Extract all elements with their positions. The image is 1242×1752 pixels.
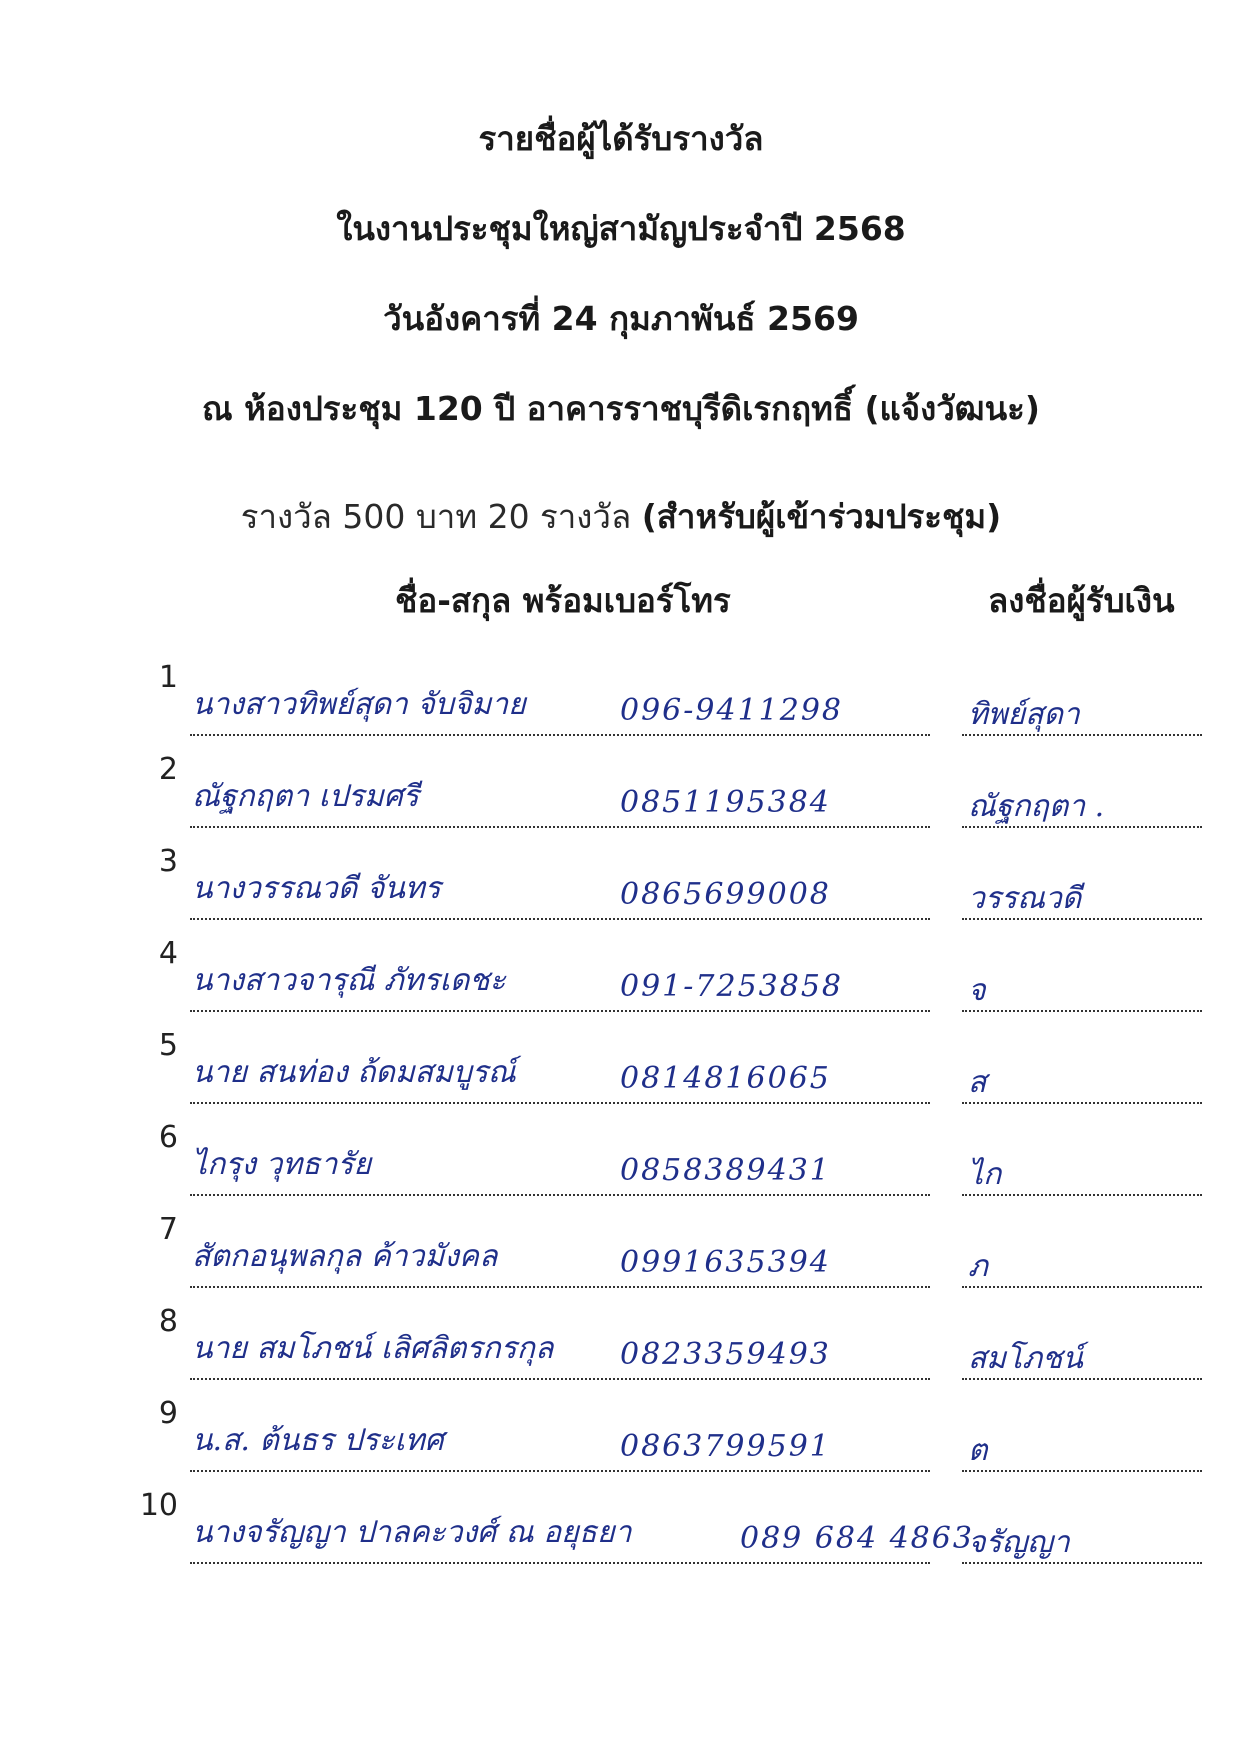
- row-number: 10: [139, 1488, 178, 1523]
- list-item: [0, 1388, 1242, 1480]
- dotted-line: [962, 918, 1202, 920]
- signature: สมโภชน์: [968, 1341, 1083, 1376]
- signature: จ: [968, 973, 986, 1008]
- dotted-line: [190, 1194, 930, 1196]
- signature: วรรณวดี: [968, 881, 1082, 916]
- handwritten-name: นางวรรณวดี จันทร: [192, 871, 441, 906]
- handwritten-name: นางสาวจารุณี ภัทรเดชะ: [192, 963, 506, 998]
- handwritten-name: นางสาวทิพย์สุดา จับจิมาย: [192, 687, 526, 722]
- dotted-line: [962, 1194, 1202, 1196]
- row-number: 2: [158, 752, 178, 787]
- row-number: 7: [158, 1212, 178, 1247]
- dotted-line: [190, 1102, 930, 1104]
- dotted-line: [962, 1470, 1202, 1472]
- event-date: วันอังคารที่ 24 กุมภาพันธ์ 2569: [383, 299, 859, 338]
- list-item: [0, 1480, 1242, 1572]
- handwritten-phone: 089 684 4863: [740, 1521, 974, 1556]
- row-number: 1: [158, 660, 178, 695]
- dotted-line: [962, 826, 1202, 828]
- dotted-line: [190, 1286, 930, 1288]
- handwritten-phone: 0851195384: [620, 785, 831, 820]
- list-item: [0, 1204, 1242, 1296]
- handwritten-phone: 0865699008: [620, 877, 831, 912]
- signature: ภ: [968, 1249, 988, 1284]
- dotted-line: [190, 1470, 930, 1472]
- row-number: 6: [158, 1120, 178, 1155]
- handwritten-phone: 0991635394: [620, 1245, 831, 1280]
- dotted-line: [962, 734, 1202, 736]
- handwritten-name: นาย สนท่อง ถ้ดมสมบูรณ์: [192, 1055, 516, 1090]
- dotted-line: [962, 1562, 1202, 1564]
- dotted-line: [190, 1562, 930, 1564]
- prize-amount: รางวัล 500 บาท 20 รางวัล: [240, 497, 632, 536]
- dotted-line: [190, 1378, 930, 1380]
- list-item: [0, 836, 1242, 928]
- handwritten-name: นางจรัญญา ปาลคะวงศ์ ณ อยุธยา: [192, 1515, 632, 1550]
- column-header-signature: ลงชื่อผู้รับเงิน: [988, 581, 1175, 620]
- row-number: 9: [158, 1396, 178, 1431]
- column-header-name-phone: ชื่อ-สกุล พร้อมเบอร์โทร: [395, 581, 731, 620]
- list-item: [0, 1112, 1242, 1204]
- dotted-line: [962, 1102, 1202, 1104]
- dotted-line: [962, 1010, 1202, 1012]
- handwritten-phone: 0858389431: [620, 1153, 831, 1188]
- signature: จรัญญา: [968, 1525, 1070, 1560]
- dotted-line: [190, 734, 930, 736]
- row-number: 4: [158, 936, 178, 971]
- list-item: [0, 928, 1242, 1020]
- dotted-line: [962, 1378, 1202, 1380]
- handwritten-phone: 0814816065: [620, 1061, 831, 1096]
- signature: ไก: [968, 1157, 1002, 1192]
- event-venue: ณ ห้องประชุม 120 ปี อาคารราชบุรีดิเรกฤทธิ์ (แจ้งวัฒนะ): [202, 389, 1040, 428]
- signature: ส: [968, 1065, 987, 1100]
- handwritten-name: ไกรุง วุทธารัย: [192, 1147, 372, 1182]
- list-item: [0, 744, 1242, 836]
- dotted-line: [190, 1010, 930, 1012]
- event-name: ในงานประชุมใหญ่สามัญประจำปี 2568: [336, 209, 906, 248]
- handwritten-phone: 0823359493: [620, 1337, 831, 1372]
- handwritten-name: สัตกอนุพลกุล ค้าวมังคล: [192, 1239, 498, 1274]
- handwritten-name: ณัฐกฤตา เปรมศรี: [192, 779, 419, 814]
- handwritten-name: น.ส. ต้นธร ประเทศ: [192, 1423, 444, 1458]
- dotted-line: [190, 918, 930, 920]
- list-item: [0, 652, 1242, 744]
- handwritten-phone: 0863799591: [620, 1429, 831, 1464]
- document-title: รายชื่อผู้ได้รับรางวัล: [478, 119, 764, 158]
- row-number: 3: [158, 844, 178, 879]
- handwritten-phone: 096-9411298: [620, 693, 844, 728]
- row-number: 8: [158, 1304, 178, 1339]
- dotted-line: [190, 826, 930, 828]
- prize-note: (สำหรับผู้เข้าร่วมประชุม): [641, 497, 1002, 536]
- handwritten-phone: 091-7253858: [620, 969, 844, 1004]
- handwritten-name: นาย สมโภชน์ เลิศลิตรกรกุล: [192, 1331, 554, 1366]
- signature: ณัฐกฤตา .: [968, 789, 1105, 824]
- list-item: [0, 1296, 1242, 1388]
- dotted-line: [962, 1286, 1202, 1288]
- prize-description: [0, 490, 1242, 543]
- signature: ต: [968, 1433, 988, 1468]
- row-number: 5: [158, 1028, 178, 1063]
- list-item: [0, 1020, 1242, 1112]
- signature: ทิพย์สุดา: [968, 697, 1080, 732]
